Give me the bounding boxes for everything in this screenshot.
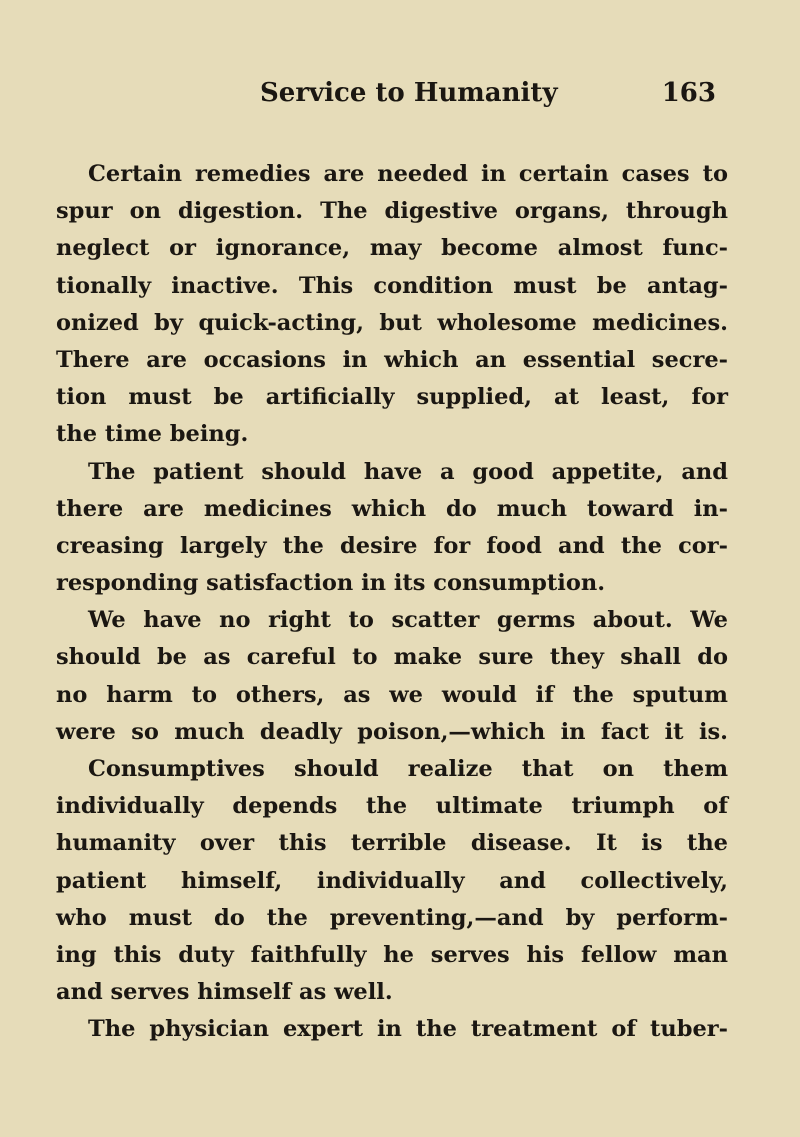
text-line: should be as careful to make sure they shall do: [56, 644, 728, 671]
text-line: Consumptives should realize that on them: [88, 756, 728, 782]
text-line: tion must be artificially supplied, at least, for: [56, 384, 728, 411]
text-line: tionally inactive. This condition must be antag-: [56, 272, 728, 299]
text-line: Certain remedies are needed in certain cases to: [88, 161, 728, 187]
text-line: responding satisfaction in its consumption.: [56, 570, 606, 597]
text-line: spur on digestion. The digestive organs, through: [56, 198, 728, 225]
text-line: the time being.: [56, 421, 249, 448]
text-line: patient himself, individually and collectively,: [56, 867, 728, 894]
text-line: and serves himself as well.: [56, 979, 393, 1006]
text-line: individually depends the ultimate triumph of: [56, 793, 728, 820]
page-number: 163: [661, 78, 716, 108]
text-line: onized by quick-acting, but wholesome medicines.: [56, 309, 728, 336]
text-line: creasing largely the desire for food and the cor-: [56, 532, 728, 559]
text-line: were so much deadly poison,—which in fact it is.: [56, 718, 728, 745]
text-line: no harm to others, as we would if the sputum: [56, 681, 728, 708]
text-line: The patient should have a good appetite, and: [88, 458, 728, 485]
text-line: ing this duty faithfully he serves his fellow man: [56, 941, 728, 968]
text-line: neglect or ignorance, may become almost func-: [56, 235, 728, 262]
body-text: [56, 156, 728, 1049]
text-line: We have no right to scatter germs about. We: [88, 607, 728, 634]
chapter-title: Service to Humanity: [260, 78, 558, 108]
text-line: humanity over this terrible disease. It is the: [56, 830, 728, 857]
text-line: who must do the preventing,—and by perform-: [56, 904, 728, 931]
text-line: there are medicines which do much toward in-: [56, 495, 728, 522]
text-line: The physician expert in the treatment of tuber-: [88, 1016, 728, 1043]
text-line: There are occasions in which an essential secre-: [56, 346, 728, 373]
running-head: [252, 78, 732, 118]
